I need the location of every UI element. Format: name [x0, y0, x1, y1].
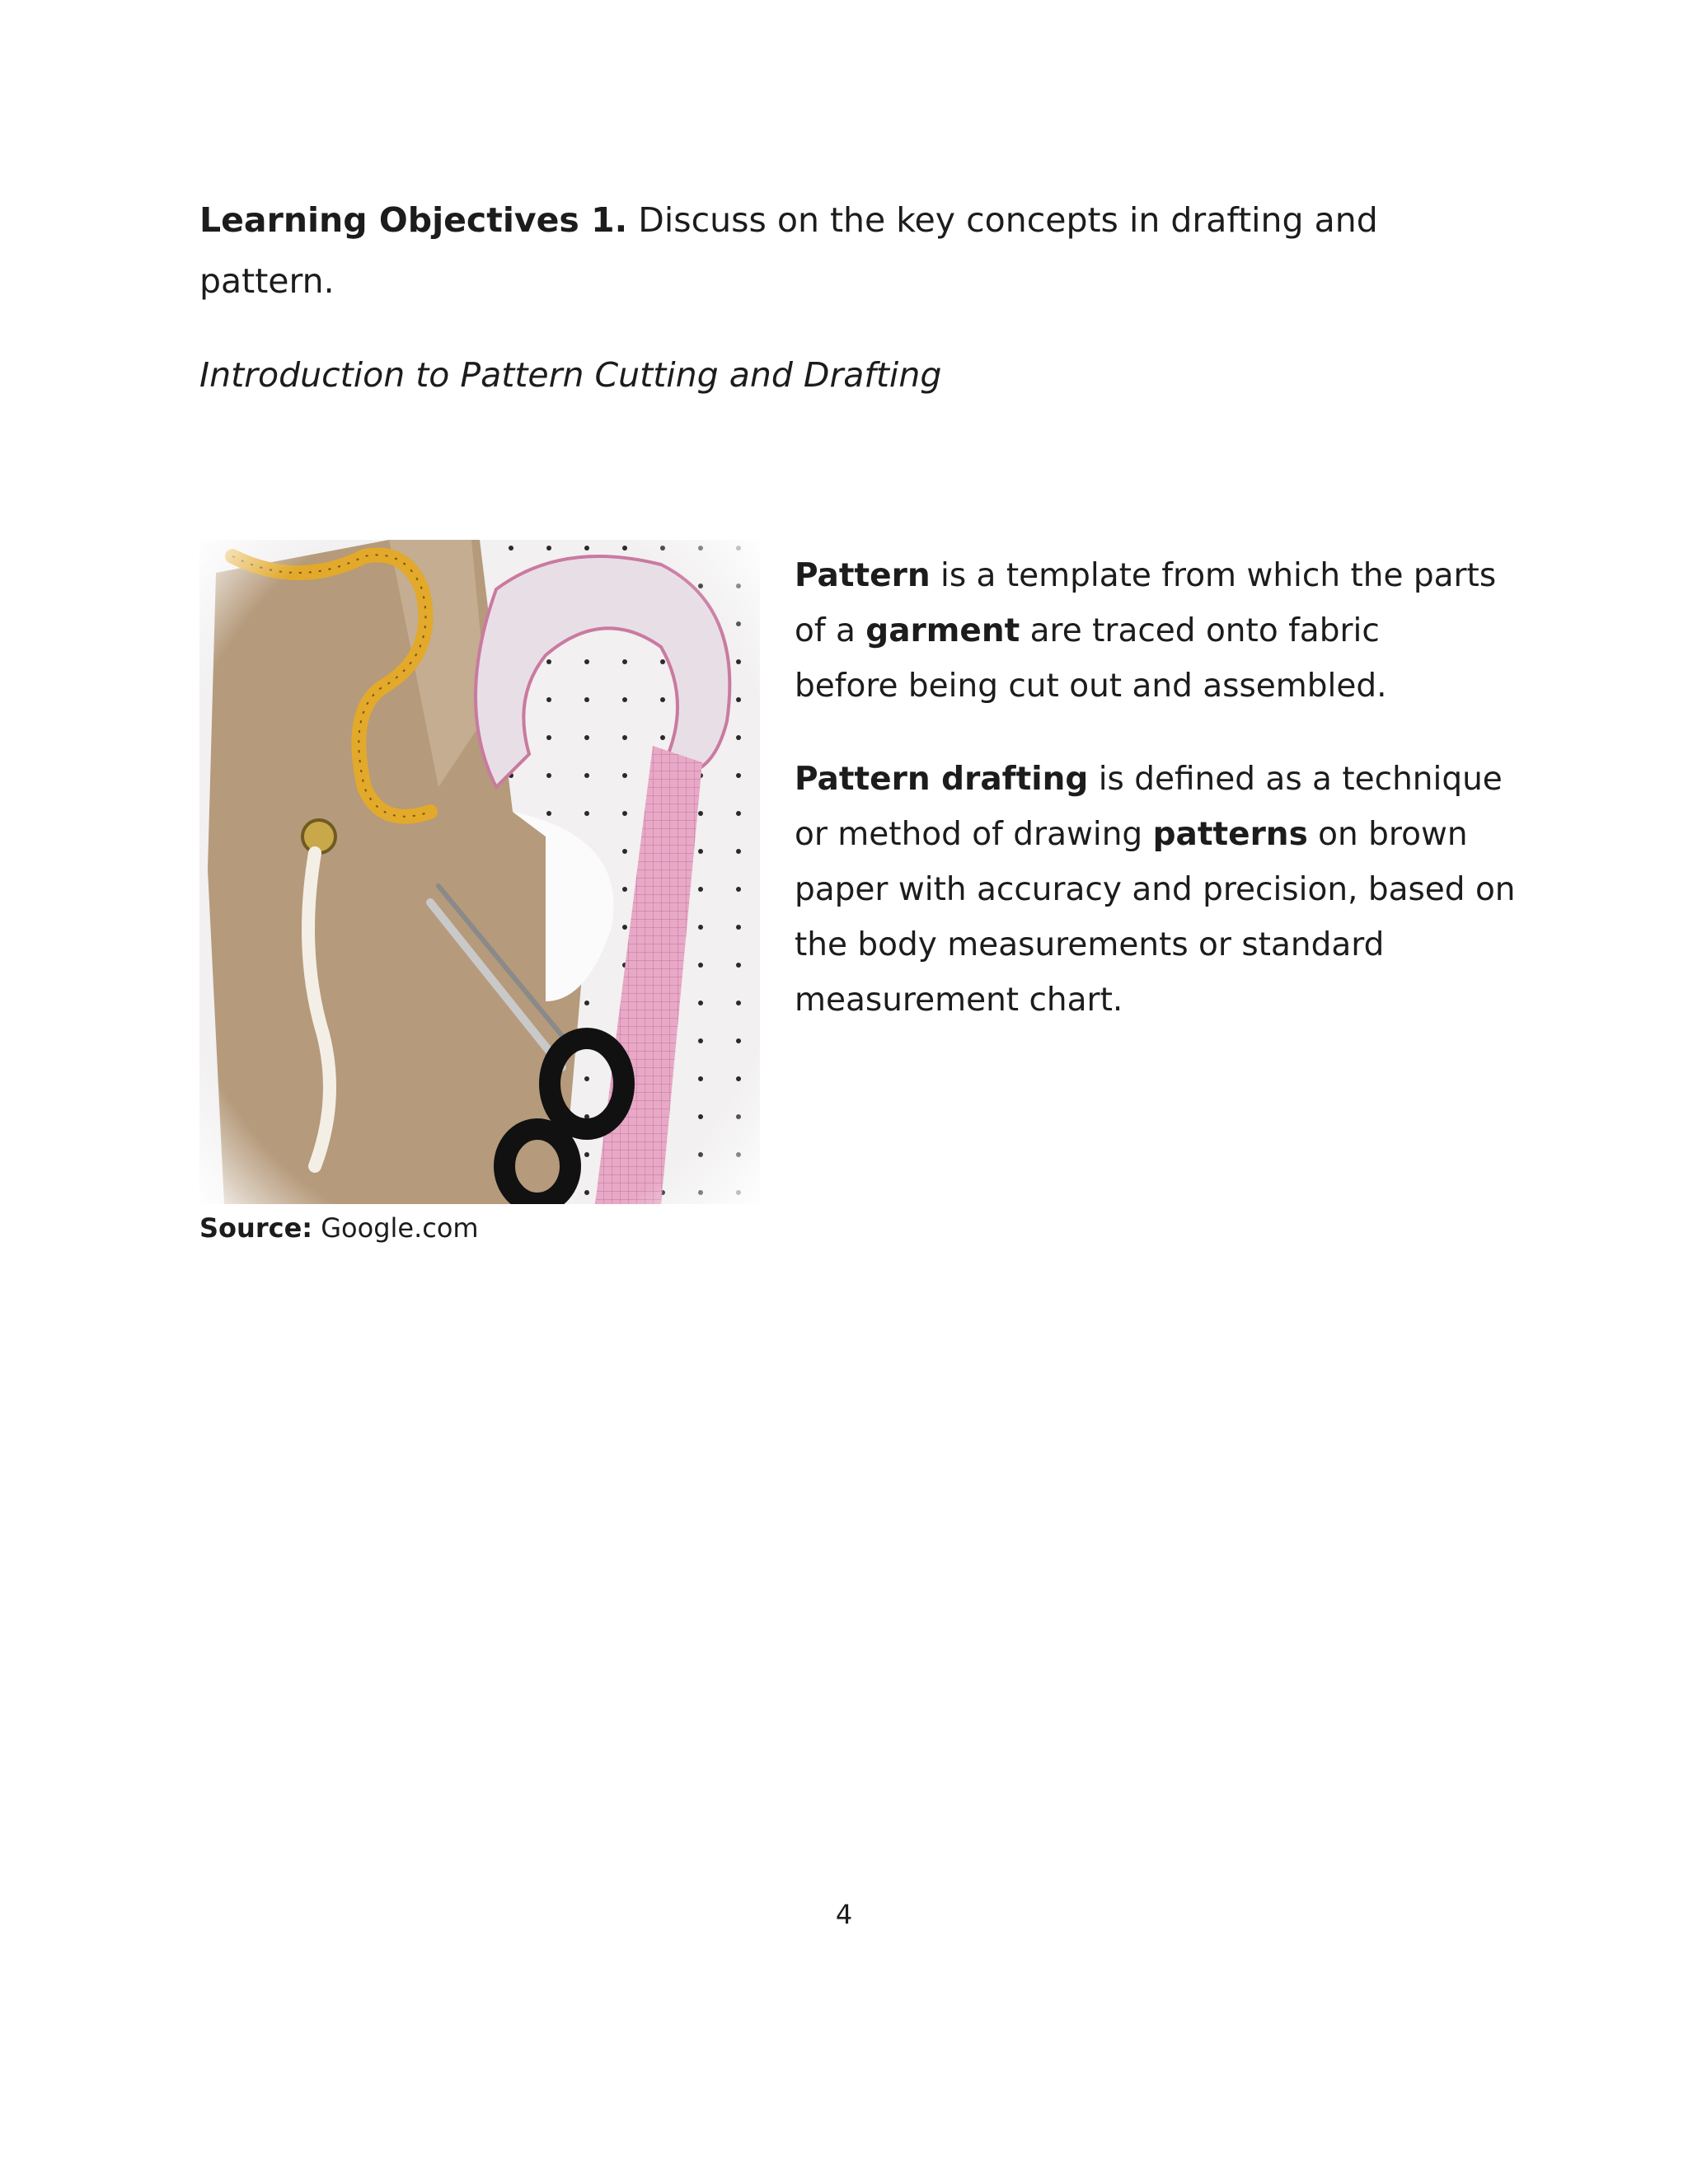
pattern-definition-text-1: is a template from which the parts of a — [795, 557, 1497, 649]
drafting-definition-text-2: on brown paper with accuracy and precision, based on the body measurements or standard measurement chart. — [795, 816, 1516, 1019]
pattern-definition — [795, 548, 1520, 714]
pattern-definition-text-2: are traced onto fabric — [1020, 612, 1380, 649]
patterns-term: patterns — [1152, 816, 1308, 853]
page-number: 4 — [835, 1899, 853, 1930]
learning-objective — [199, 190, 1510, 312]
section-subtitle: Introduction to Pattern Cutting and Drafting — [199, 355, 942, 395]
objective-label: Learning Objectives 1. — [199, 200, 628, 240]
image-source-caption — [199, 1210, 479, 1246]
drafting-definition-text-1: is defined as a technique or method of drawing — [795, 761, 1503, 853]
pattern-definition-text-3: before being cut out and assembled. — [795, 668, 1387, 705]
garment-term: garment — [865, 612, 1020, 649]
drafting-term: Pattern drafting — [795, 761, 1089, 798]
definitions-column — [795, 548, 1520, 1066]
source-label: Source: — [199, 1212, 313, 1244]
pattern-tools-photo — [199, 540, 760, 1204]
objective-text: Discuss on the key concepts in drafting and pattern. — [199, 200, 1378, 301]
drafting-definition — [795, 752, 1520, 1028]
pattern-term: Pattern — [795, 557, 931, 594]
source-value: Google.com — [312, 1212, 479, 1244]
